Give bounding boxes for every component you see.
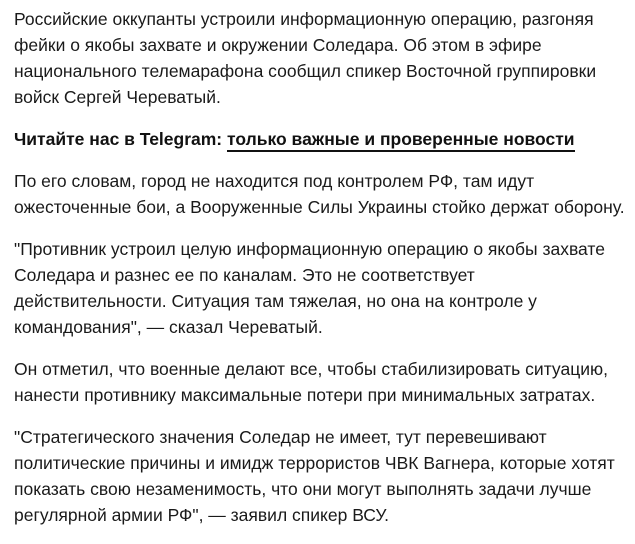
- telegram-promo: [14, 126, 629, 152]
- article-body: [14, 6, 629, 544]
- telegram-promo-prefix: Читайте нас в Telegram:: [14, 129, 227, 149]
- article-paragraph-4: Он отметил, что военные делают все, чтобы стабилизировать ситуацию, нанести противнику максимальные потери при минимальных затратах.: [14, 359, 608, 405]
- telegram-link[interactable]: только важные и проверенные новости: [227, 129, 575, 152]
- article-paragraph-2: По его словам, город не находится под контролем РФ, там идут ожесточенные бои, а Вооруженные Силы Украины стойко держат оборону.: [14, 171, 625, 217]
- article-paragraph-5: "Стратегического значения Соледар не имеет, тут перевешивают политические причины и имидж террористов ЧВК Вагнера, которые хотят показать свою незаменимость, что они могут выполнять задачи лучше регулярной армии РФ", — заявил спикер ВСУ.: [14, 427, 615, 525]
- article-paragraph-3: "Противник устроил целую информационную операцию о якобы захвате Соледара и разнес ее по каналам. Это не соответствует действительности. Ситуация там тяжелая, но она на контроле у командования", — сказал Череватый.: [14, 239, 605, 337]
- article-paragraph-1: Российские оккупанты устроили информационную операцию, разгоняя фейки о якобы захвате и окружении Соледара. Об этом в эфире национального телемарафона сообщил спикер Восточной группировки войск Сергей Череватый.: [14, 9, 597, 107]
